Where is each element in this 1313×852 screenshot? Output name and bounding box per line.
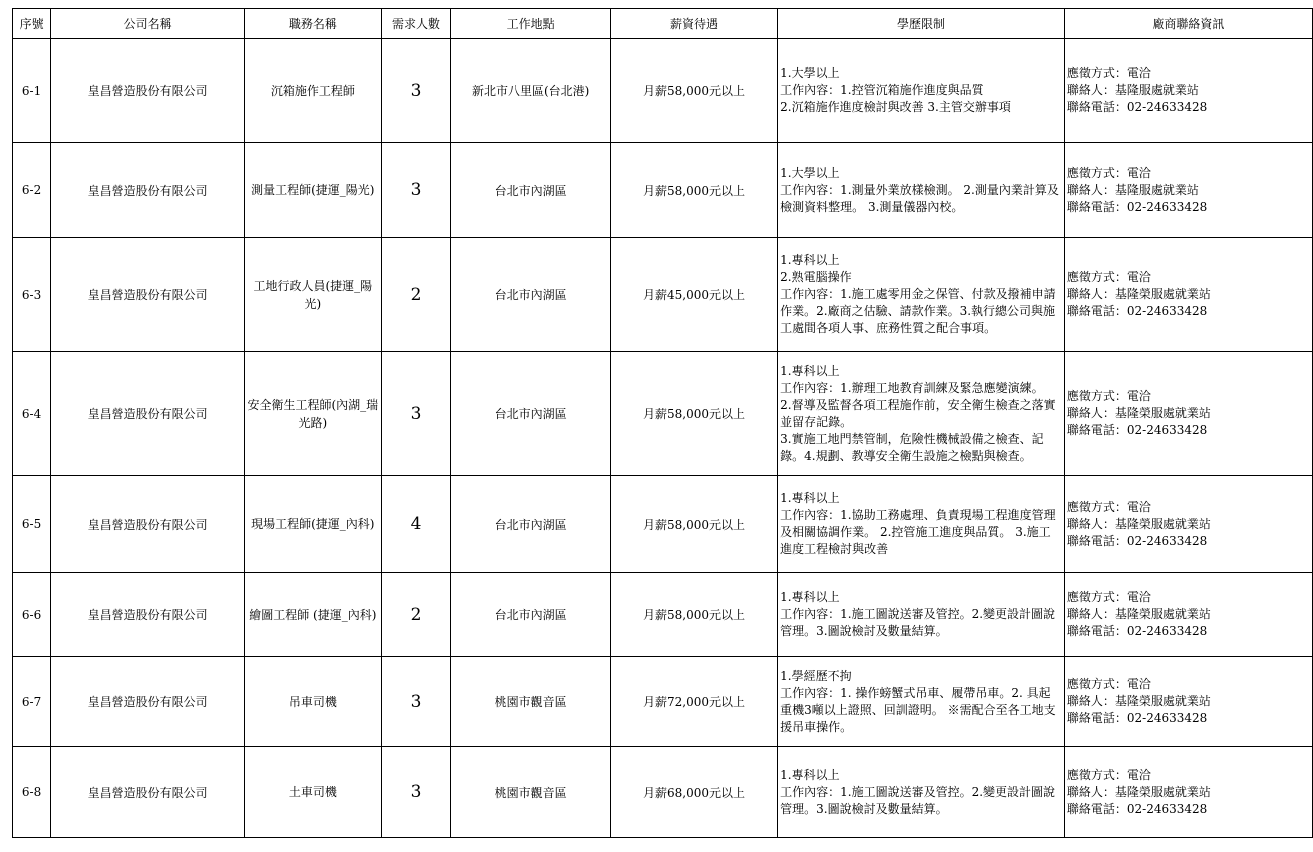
requirements-cell [778,476,1065,573]
contact-phone: 聯絡電話：02-24633428 [1066,199,1208,214]
header-cell: 公司名稱 [51,9,245,39]
company-name: 皇昌營造股份有限公司 [51,657,245,747]
requirements-cell [778,39,1065,143]
header-cell: 職務名稱 [245,9,381,39]
contact-method: 應徵方式：電洽 [1066,767,1151,782]
company-name: 皇昌營造股份有限公司 [51,747,245,838]
contact-cell [1064,747,1312,838]
job-title: 測量工程師(捷運_陽光) [245,143,381,238]
salary: 月薪72,000元以上 [610,657,777,747]
requirement-line: 1.專科以上 [780,767,840,782]
job-listing-table [12,8,1313,838]
requirement-line: 1.專科以上 [780,590,840,604]
contact-cell [1064,573,1312,657]
company-name: 皇昌營造股份有限公司 [51,476,245,573]
requirement-line: 工作內容：1.施工處零用金之保管、付款及撥補申請作業。2.廠商之估驗、請款作業。3.執行總公司與施工處間各項人事、庶務性質之配合事項。 [780,287,1056,335]
headcount: 2 [381,573,451,657]
salary: 月薪68,000元以上 [610,747,777,838]
job-title: 工地行政人員(捷運_陽光) [245,238,381,352]
requirement-line: 2.督導及監督各項工程施作前，安全衛生檢查之落實並留存記錄。 [780,397,1056,429]
requirement-line: 1.學經歷不拘 [780,668,852,683]
contact-phone: 聯絡電話：02-24633428 [1066,423,1208,437]
row-id: 6-4 [13,352,51,476]
requirement-line: 工作內容：1.施工圖說送審及管控。2.變更設計圖說管理。3.圖說檢討及數量結算。 [780,607,1056,638]
work-location: 桃園市觀音區 [451,747,611,838]
salary: 月薪58,000元以上 [610,39,777,143]
table-row [13,657,1313,747]
requirement-line: 2.沉箱施作進度檢討與改善 3.主管交辦事項 [780,100,1011,114]
contact-person: 聯絡人：基隆榮服處就業站 [1066,406,1211,420]
row-id: 6-8 [13,747,51,838]
contact-method: 應徵方式：電洽 [1066,270,1151,284]
company-name: 皇昌營造股份有限公司 [51,573,245,657]
contact-phone: 聯絡電話：02-24633428 [1066,711,1208,725]
requirement-line: 工作內容：1. 操作螃蟹式吊車、履帶吊車。2. 具起重機3噸以上證照、回訓證明。 ※需配合至各工地支援吊車操作。 [780,685,1056,734]
contact-method: 應徵方式：電洽 [1066,389,1151,403]
contact-cell [1064,476,1312,573]
requirement-line: 工作內容：1.測量外業放樣檢測。 2.測量內業計算及檢測資料整理。 3.測量儀器內校。 [780,182,1059,214]
headcount: 3 [381,657,451,747]
table-row [13,352,1313,476]
job-title: 現場工程師(捷運_內科) [245,476,381,573]
header-cell: 序號 [13,9,51,39]
company-name: 皇昌營造股份有限公司 [51,39,245,143]
requirement-line: 1.專科以上 [780,491,840,505]
requirement-line: 3.實施工地門禁管制，危險性機械設備之檢查、記錄。4.規劃、教導安全衛生設施之檢點與檢查。 [780,431,1044,463]
contact-person: 聯絡人：基隆服處就業站 [1066,182,1199,197]
row-id: 6-5 [13,476,51,573]
row-id: 6-2 [13,143,51,238]
requirements-cell [778,657,1065,747]
salary: 月薪58,000元以上 [610,143,777,238]
contact-person: 聯絡人：基隆服處就業站 [1066,83,1199,97]
salary: 月薪58,000元以上 [610,476,777,573]
requirement-line: 1.大學以上 [780,66,840,80]
work-location: 桃園市觀音區 [451,657,611,747]
requirements-cell [778,747,1065,838]
requirements-cell [778,143,1065,238]
contact-cell [1064,657,1312,747]
contact-method: 應徵方式：電洽 [1066,499,1151,514]
salary: 月薪58,000元以上 [610,573,777,657]
headcount: 3 [381,39,451,143]
contact-method: 應徵方式：電洽 [1066,677,1151,691]
requirement-line: 1.專科以上 [780,253,840,267]
row-id: 6-1 [13,39,51,143]
requirement-line: 1.大學以上 [780,165,840,180]
contact-person: 聯絡人：基隆榮服處就業站 [1066,694,1211,708]
row-id: 6-3 [13,238,51,352]
contact-phone: 聯絡電話：02-24633428 [1066,801,1208,816]
contact-cell [1064,352,1312,476]
header-cell: 廠商聯絡資訊 [1064,9,1312,39]
contact-phone: 聯絡電話：02-24633428 [1066,100,1208,114]
contact-person: 聯絡人：基隆榮服處就業站 [1066,287,1211,301]
table-row [13,476,1313,573]
contact-person: 聯絡人：基隆榮服處就業站 [1066,784,1211,799]
table-header-row [13,9,1313,39]
headcount: 3 [381,143,451,238]
work-location: 台北市內湖區 [451,476,611,573]
table-row [13,39,1313,143]
row-id: 6-7 [13,657,51,747]
work-location: 台北市內湖區 [451,352,611,476]
headcount: 3 [381,352,451,476]
contact-person: 聯絡人：基隆榮服處就業站 [1066,607,1211,621]
requirement-line: 工作內容：1.施工圖說送審及管控。2.變更設計圖說管理。3.圖說檢討及數量結算。 [780,784,1056,816]
requirements-cell [778,352,1065,476]
table-row [13,747,1313,838]
contact-cell [1064,39,1312,143]
job-title: 繪圖工程師 (捷運_內科) [245,573,381,657]
table-row [13,238,1313,352]
headcount: 2 [381,238,451,352]
requirement-line: 2.熟電腦操作 [780,270,852,284]
contact-phone: 聯絡電話：02-24633428 [1066,624,1208,638]
work-location: 新北市八里區(台北港) [451,39,611,143]
job-title: 沉箱施作工程師 [245,39,381,143]
requirement-line: 工作內容：1.辦理工地教育訓練及緊急應變演練。 [780,380,1044,395]
company-name: 皇昌營造股份有限公司 [51,143,245,238]
contact-method: 應徵方式：電洽 [1066,66,1151,80]
contact-cell [1064,238,1312,352]
contact-method: 應徵方式：電洽 [1066,590,1151,604]
headcount: 4 [381,476,451,573]
contact-phone: 聯絡電話：02-24633428 [1066,304,1208,318]
row-id: 6-6 [13,573,51,657]
job-title: 吊車司機 [245,657,381,747]
requirement-line: 工作內容：1.控管沉箱施作進度與品質 [780,83,984,97]
table-row [13,573,1313,657]
headcount: 3 [381,747,451,838]
job-title: 土車司機 [245,747,381,838]
requirements-cell [778,573,1065,657]
work-location: 台北市內湖區 [451,573,611,657]
company-name: 皇昌營造股份有限公司 [51,352,245,476]
contact-person: 聯絡人：基隆榮服處就業站 [1066,516,1211,531]
requirement-line: 工作內容：1.協助工務處理、負責現場工程進度管理及相關協調作業。 2.控管施工進度與品質。 3.施工進度工程檢討與改善 [780,508,1056,556]
salary: 月薪58,000元以上 [610,352,777,476]
contact-cell [1064,143,1312,238]
table-row [13,143,1313,238]
contact-method: 應徵方式：電洽 [1066,165,1151,180]
work-location: 台北市內湖區 [451,143,611,238]
job-title: 安全衛生工程師(內湖_瑞光路) [245,352,381,476]
requirements-cell [778,238,1065,352]
requirement-line: 1.專科以上 [780,363,840,378]
salary: 月薪45,000元以上 [610,238,777,352]
header-cell: 薪資待遇 [610,9,777,39]
header-cell: 需求人數 [381,9,451,39]
work-location: 台北市內湖區 [451,238,611,352]
company-name: 皇昌營造股份有限公司 [51,238,245,352]
header-cell: 工作地點 [451,9,611,39]
header-cell: 學歷限制 [778,9,1065,39]
contact-phone: 聯絡電話：02-24633428 [1066,533,1208,548]
